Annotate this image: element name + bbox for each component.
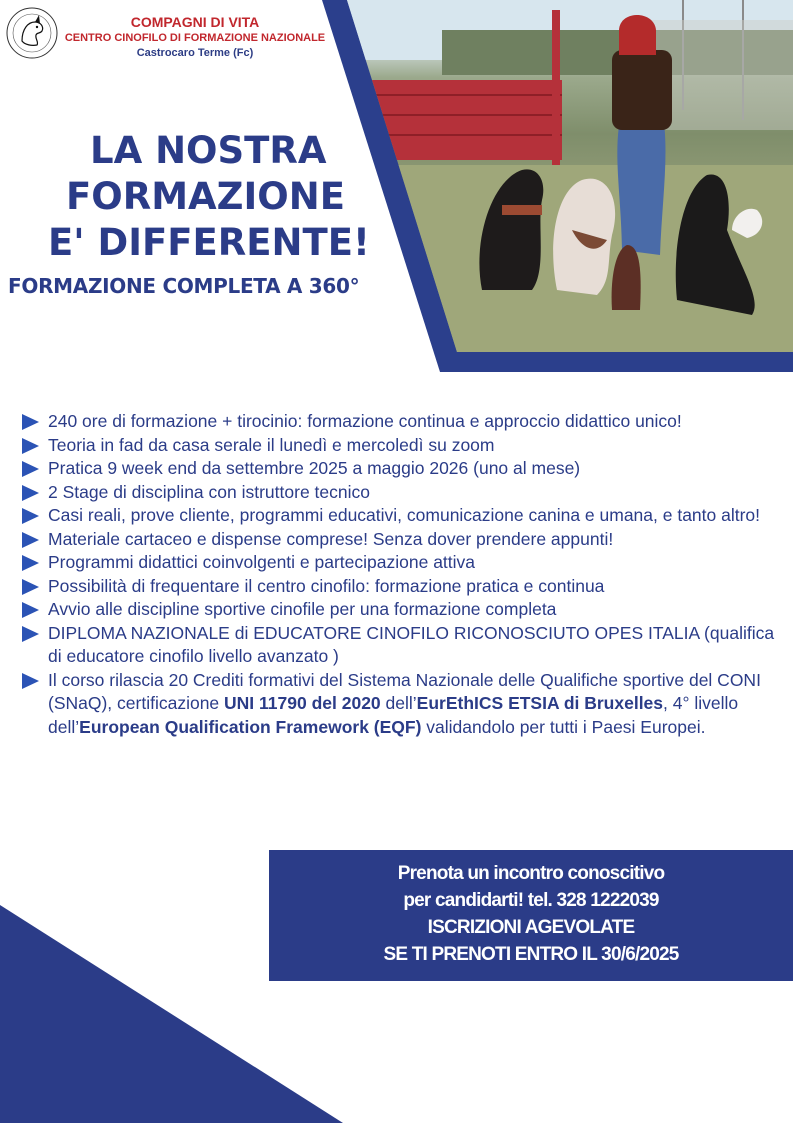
triangle-arrow-icon — [22, 602, 39, 618]
cta-line-1: Prenota un incontro conoscitivo — [397, 863, 665, 884]
subheadline: FORMAZIONE COMPLETA A 360° — [8, 274, 360, 298]
triangle-arrow-icon — [22, 438, 39, 454]
list-item: Pratica 9 week end da settembre 2025 a maggio 2026 (uno al mese) — [22, 457, 792, 481]
photo-panel — [322, 0, 793, 372]
list-item: Teoria in fad da casa serale il lunedì e mercoledì su zoom — [22, 434, 792, 458]
list-item: 240 ore di formazione + tirocinio: formazione continua e approccio didattico unico! — [22, 410, 792, 434]
feature-list — [22, 410, 792, 739]
triangle-arrow-icon — [22, 485, 39, 501]
cta-line-3: ISCRIZIONI AGEVOLATE — [427, 917, 635, 938]
cta-line-2: per candidarti! tel. 328 1222039 — [403, 890, 659, 911]
list-item: Materiale cartaceo e dispense comprese! Senza dover prendere appunti! — [22, 528, 792, 552]
triangle-arrow-icon — [22, 414, 39, 430]
triangle-arrow-icon — [22, 673, 39, 689]
list-item: DIPLOMA NAZIONALE di EDUCATORE CINOFILO RICONOSCIUTO OPES ITALIA (qualifica di educatore cinofilo livello avanzato ) — [22, 622, 792, 669]
list-item-credits: Il corso rilascia 20 Crediti formativi del Sistema Nazionale delle Qualifiche sportive del CONI (SNaQ), certificazione UNI 11790 del 2020 dell’EurEthICS ETSIA di Bruxelles, 4° livello dell’European Qualification Framework (EQF) validandolo per tutti i Paesi Europei. — [22, 669, 792, 740]
org-subtitle: CENTRO CINOFILO DI FORMAZIONE NAZIONALE — [64, 32, 326, 44]
org-name: COMPAGNI DI VITA — [130, 14, 260, 30]
triangle-arrow-icon — [22, 508, 39, 524]
triangle-arrow-icon — [22, 555, 39, 571]
list-item: 2 Stage di disciplina con istruttore tecnico — [22, 481, 792, 505]
dog-logo-icon — [4, 5, 60, 61]
list-item: Programmi didattici coinvolgenti e partecipazione attiva — [22, 551, 792, 575]
headline-line-1: LA NOSTRA — [90, 129, 327, 172]
triangle-arrow-icon — [22, 626, 39, 642]
header — [60, 14, 330, 60]
triangle-arrow-icon — [22, 532, 39, 548]
triangle-arrow-icon — [22, 579, 39, 595]
cta-box — [269, 850, 793, 981]
headline-line-3: E' DIFFERENTE! — [48, 221, 370, 264]
triangle-arrow-icon — [22, 461, 39, 477]
list-item: Casi reali, prove cliente, programmi educativi, comunicazione canina e umana, e tanto altro! — [22, 504, 792, 528]
cta-line-4: SE TI PRENOTI ENTRO IL 30/6/2025 — [383, 944, 679, 965]
dogs-training-photo — [322, 0, 793, 352]
list-item: Possibilità di frequentare il centro cinofilo: formazione pratica e continua — [22, 575, 792, 599]
headline-line-2: FORMAZIONE — [66, 175, 345, 218]
list-item: Avvio alle discipline sportive cinofile per una formazione completa — [22, 598, 792, 622]
org-location: Castrocaro Terme (Fc) — [136, 47, 254, 59]
